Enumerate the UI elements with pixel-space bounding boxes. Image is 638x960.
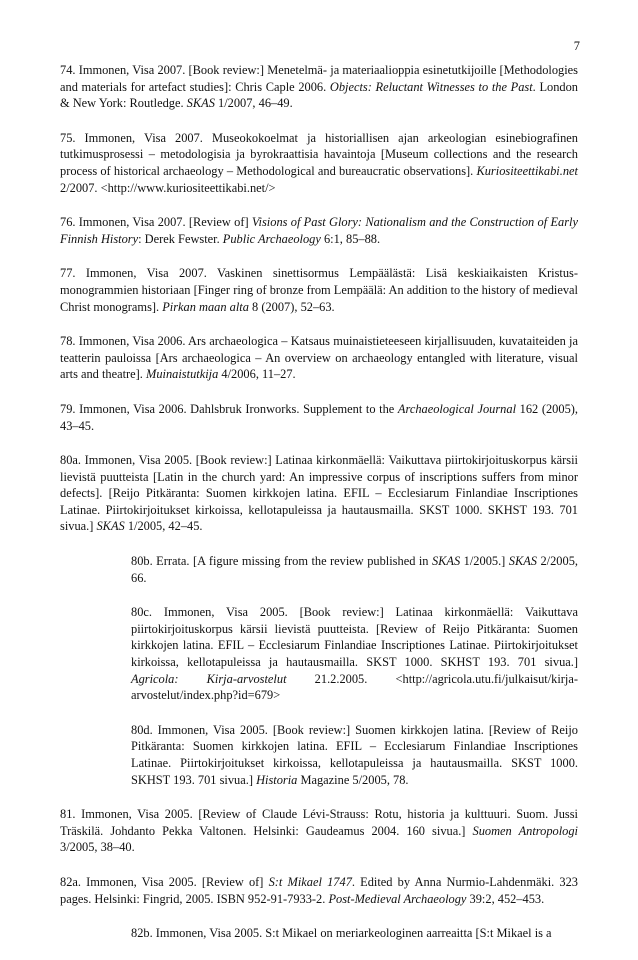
entry-text: 39:2, 452–453. — [466, 891, 545, 906]
entry-text: 1/2005, 42–45. — [124, 519, 203, 534]
entry-text: 82b. Immonen, Visa 2005. S:t Mikael on meriarkeologinen aarreaitta [S:t Mikael is a — [131, 926, 552, 941]
bibliography-subentry — [131, 553, 578, 586]
bibliography-entry — [60, 62, 578, 112]
entry-text: 82a. Immonen, Visa 2005. [Review of] — [60, 874, 269, 889]
entry-text: 3/2005, 38–40. — [60, 840, 135, 855]
entry-text: 77. Immonen, Visa 2007. Vaskinen sinettisormus Lempäälästä: Lisä keskiaikaisten Kristus-monogrammien historiaan [Finger ring of bronze from Lempäälä: An addition to the history of medieval Christ monograms]. — [60, 266, 578, 314]
italic-title: Historia — [256, 772, 298, 787]
entry-text: 6:1, 85–88. — [320, 231, 381, 246]
italic-title: Archaeological Journal — [397, 401, 517, 416]
bibliography-entry — [60, 214, 578, 247]
italic-title: SKAS — [431, 554, 461, 569]
entry-text: 80c. Immonen, Visa 2005. [Book review:] Latinaa kirkonmäellä: Vaikuttava piirtokirjoituskorpus kärsii lievistä puutteista. [Review of Reijo Pitkäranta: Suomen kirkkojen latina. EFIL – Ecclesiarum Finlandiae Inscriptiones Latinae. Piirtokirjoitukset kirkoissa, kellotapuleissa ja hautausmailla. SKST 1000. SKHST 193. 701 sivua.] — [131, 605, 578, 670]
entry-text: 1/2007, 46–49. — [214, 96, 293, 111]
entry-text: 1/2005.] — [460, 554, 509, 569]
entry-text: 75. Immonen, Visa 2007. Museokokoelmat ja historiallisen ajan arkeologian esinebiografinen tutkimusprosessi – metodologisia ja byrokraattisia havaintoja [Museum collections and the research process of historical archaeology – Methodological and bureaucratic observations]. — [60, 130, 578, 178]
entry-text: 78. Immonen, Visa 2006. Ars archaeologica – Katsaus muinaistieteeseen kirjallisuuden, kuvataiteiden ja teatterin pauloissa [Ars archaeologica – An overview on archaeology entangled with literature, visual arts and theatre]. — [60, 334, 578, 382]
entry-text: 162 (2005), 43–45. — [60, 401, 578, 433]
italic-title: Visions of Past Glory: Nationalism and the Construction of Early Finnish History — [60, 215, 578, 246]
bibliography-list — [60, 62, 578, 960]
italic-title: Post-Medieval Archaeology — [328, 891, 467, 906]
bibliography-subentry — [131, 722, 578, 788]
entry-text: 81. Immonen, Visa 2005. [Review of Claude Lévi-Strauss: Rotu, historia ja kulttuuri. Suom. Jussi Träskilä. Johdanto Pekka Valtonen. Helsinki: Gaudeamus 2004. 160 sivua.] — [60, 807, 578, 838]
entry-text: 80b. Errata. [A figure missing from the review published in — [131, 554, 432, 569]
italic-title: SKAS — [186, 96, 215, 111]
italic-title: S:t Mikael 1747 — [268, 874, 352, 889]
entry-text: 76. Immonen, Visa 2007. [Review of] — [60, 215, 252, 230]
entry-text: 2/2005, 66. — [131, 554, 578, 585]
bibliography-entry — [60, 333, 578, 383]
entry-text: 80d. Immonen, Visa 2005. [Book review:] Suomen kirkkojen latina. [Review of Reijo Pitkäranta: Suomen kirkkojen latina. EFIL – Ecclesiarum Finlandiae Inscriptiones Latinae. Piirtokirjoitukset kirkoissa, kellotapuleissa ja hautausmailla. SKST 1000. SKHST 193. 701 sivua.] — [131, 722, 578, 787]
page-number: 7 — [573, 39, 580, 53]
entry-text: 79. Immonen, Visa 2006. Dahlsbruk Ironworks. Supplement to the — [60, 401, 398, 416]
italic-title: Pirkan maan alta — [162, 299, 249, 314]
entry-text: . London & New York: Routledge. — [60, 79, 578, 111]
bibliography-entry — [60, 265, 578, 315]
bibliography-entry — [60, 130, 578, 196]
italic-title: Agricola: Kirja-arvostelut — [131, 671, 287, 686]
italic-title: SKAS — [96, 519, 125, 534]
bibliography-entry — [60, 806, 578, 856]
bibliography-entry — [60, 452, 578, 535]
entry-text: 8 (2007), 52–63. — [248, 299, 335, 314]
entry-text: 4/2006, 11–27. — [218, 367, 296, 382]
entry-text: 80a. Immonen, Visa 2005. [Book review:] Latinaa kirkonmäellä: Vaikuttava piirtokirjoituskorpus kärsii lievistä puutteista [Latin in the church yard: An impressive corpus of inscriptions suffers from minor defects]. [Reijo Pitkäranta: Suomen kirkkojen latina. EFIL – Ecclesiarum Finlandiae Inscriptiones Latinae. Piirtokirjoitukset kirkoissa, kellotapuleissa ja hautausmailla. SKST 1000. SKHST 193. 701 sivua.] — [60, 453, 578, 534]
entry-text: Magazine 5/2005, 78. — [297, 772, 409, 787]
italic-title: Muinaistutkija — [146, 367, 219, 382]
italic-title: Public Archaeology — [222, 231, 321, 246]
italic-title: SKAS — [508, 554, 538, 569]
bibliography-entry — [60, 401, 578, 434]
italic-title: Kuriositeettikabi.net — [476, 163, 578, 178]
entry-text: 74. Immonen, Visa 2007. [Book review:] Menetelmä- ja materiaalioppia esinetutkijoille [Methodologies and materials for artefact studies]: Chris Caple 2006. — [60, 63, 578, 94]
bibliography-subentry — [131, 604, 578, 704]
bibliography-entry — [60, 874, 578, 907]
entry-text: 21.2.2005. <http://agricola.utu.fi/julkaisut/kirja-arvostelut/index.php?id=679> — [131, 671, 579, 703]
italic-title: Objects: Reluctant Witnesses to the Past — [329, 79, 533, 94]
entry-text: : Derek Fewster. — [138, 231, 223, 246]
italic-title: Suomen Antropologi — [472, 823, 578, 838]
entry-text: 2/2007. <http://www.kuriositeettikabi.net/> — [60, 180, 276, 195]
entry-text: . Edited by Anna Nurmio-Lahdenmäki. 323 pages. Helsinki: Fingrid, 2005. ISBN 952-91-7933-2. — [60, 874, 578, 906]
bibliography-subentry — [131, 925, 578, 942]
